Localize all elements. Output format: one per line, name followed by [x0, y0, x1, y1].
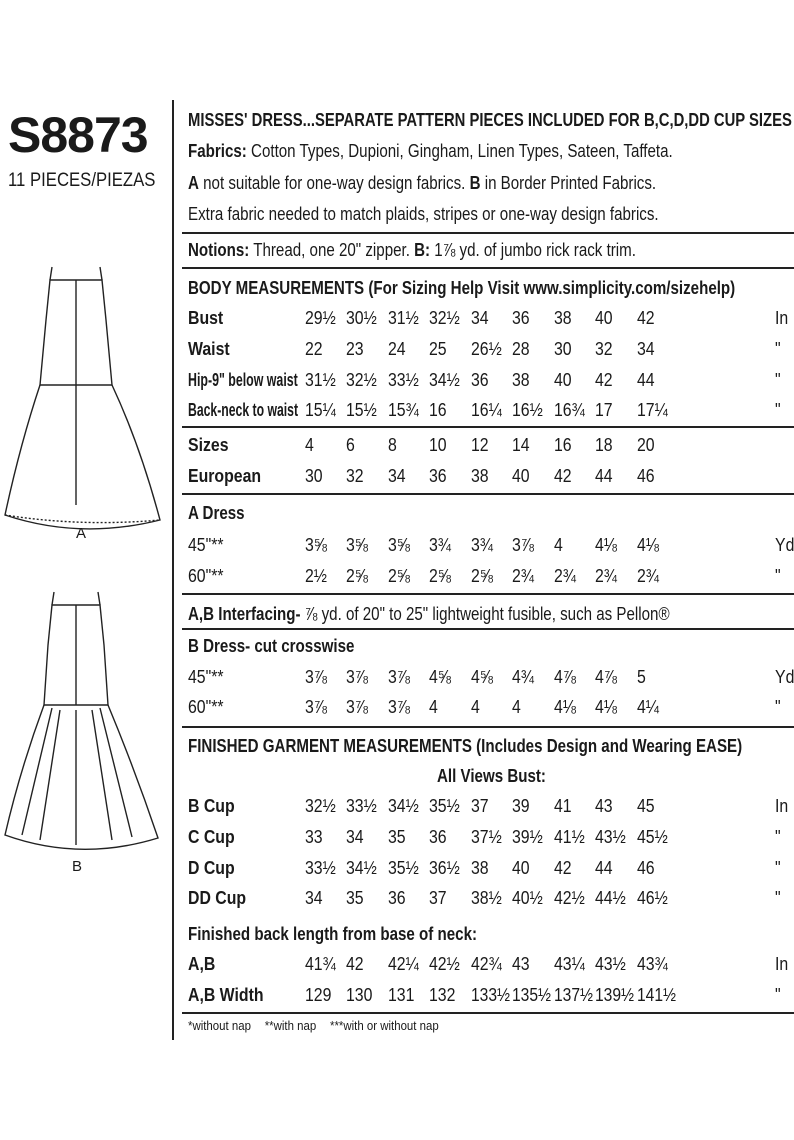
cell-value: 38 — [471, 466, 489, 486]
cell-value: 34½ — [429, 370, 460, 390]
row-label: 45"** — [188, 667, 224, 687]
cell-value: 22 — [305, 339, 323, 359]
cell-value: 32½ — [429, 308, 460, 328]
cell-value: 38½ — [471, 888, 502, 908]
cell-value: 4⅛ — [595, 697, 618, 717]
row-label: Back-neck to waist — [188, 400, 299, 420]
view-b-ref: B — [469, 173, 481, 193]
cell-value: 41¾ — [305, 954, 336, 974]
cell-value: 42½ — [554, 888, 585, 908]
cell-value: 34 — [346, 827, 364, 847]
cell-value: 16¾ — [554, 400, 585, 420]
footnotes — [188, 1018, 449, 1033]
cell-value: 129 — [305, 985, 332, 1005]
cell-value: 32½ — [346, 370, 377, 390]
cell-value: 2⅝ — [388, 566, 411, 586]
cell-value: 130 — [346, 985, 373, 1005]
cell-value: 20 — [637, 435, 655, 455]
row-label: D Cup — [188, 858, 235, 878]
cell-value: 40 — [554, 370, 572, 390]
cell-value: 43 — [512, 954, 530, 974]
unit-label: In — [775, 308, 789, 328]
cell-value: 4⅞ — [595, 667, 618, 687]
cell-value: 35½ — [429, 796, 460, 816]
fabric-note-line — [188, 173, 656, 194]
cell-value: 3⅞ — [346, 667, 369, 687]
cell-value: 17¼ — [637, 400, 668, 420]
cell-value: 2¾ — [512, 566, 535, 586]
cell-value: 34 — [471, 308, 489, 328]
cell-value: 46½ — [637, 888, 668, 908]
cell-value: 45 — [637, 796, 655, 816]
unit-label: " — [775, 827, 781, 847]
extra-fabric-note: Extra fabric needed to match plaids, stripes or one-way design fabrics. — [188, 204, 659, 224]
cell-value: 2⅝ — [471, 566, 494, 586]
cell-value: 2⅝ — [429, 566, 452, 586]
unit-label: Yd — [775, 535, 794, 555]
interfacing-line — [188, 604, 670, 625]
body-measurements-title: BODY MEASUREMENTS (For Sizing Help Visit www.simplicity.com/sizehelp) — [188, 278, 736, 298]
row-label: A,B Width — [188, 985, 264, 1005]
table-row — [188, 308, 794, 332]
cell-value: 30 — [554, 339, 572, 359]
cell-value: 4⅝ — [429, 667, 452, 687]
row-label: European — [188, 466, 262, 486]
table-row — [188, 339, 794, 363]
row-label: B Cup — [188, 796, 235, 816]
cell-value: 137½ — [554, 985, 594, 1005]
row-label: C Cup — [188, 827, 235, 847]
cell-value: 132 — [429, 985, 456, 1005]
divider — [182, 426, 794, 428]
b-dress-title: B Dress- cut crosswise — [188, 636, 355, 656]
divider — [182, 1012, 794, 1014]
cell-value: 16 — [554, 435, 572, 455]
cell-value: 15¼ — [305, 400, 336, 420]
cell-value: 10 — [429, 435, 447, 455]
cell-value: 36 — [429, 827, 447, 847]
divider — [182, 726, 794, 728]
cell-value: 34 — [305, 888, 323, 908]
cell-value: 40 — [512, 858, 530, 878]
unit-label: " — [775, 888, 781, 908]
row-label: Bust — [188, 308, 224, 328]
pattern-title: MISSES' DRESS...SEPARATE PATTERN PIECES INCLUDED FOR B,C,D,DD CUP SIZES — [188, 110, 792, 130]
cell-value: 44 — [595, 858, 613, 878]
cell-value: 3⅞ — [346, 697, 369, 717]
cell-value: 45½ — [637, 827, 668, 847]
cell-value: 23 — [346, 339, 364, 359]
interfacing-label: A,B Interfacing- — [188, 604, 301, 624]
cell-value: 42¾ — [471, 954, 502, 974]
cell-value: 42 — [595, 370, 613, 390]
notions-b-ref: B: — [414, 240, 431, 260]
table-row — [188, 954, 794, 978]
table-row — [188, 796, 794, 820]
cell-value: 4 — [471, 697, 480, 717]
cell-value: 2½ — [305, 566, 328, 586]
dress-a-illustration — [5, 267, 160, 529]
notions-text: Thread, one 20" zipper. — [253, 240, 410, 260]
cell-value: 3⅞ — [388, 667, 411, 687]
row-label: Waist — [188, 339, 230, 359]
interfacing-text: ⅞ yd. of 20" to 25" lightweight fusible, such as Pellon® — [304, 604, 670, 624]
cell-value: 14 — [512, 435, 530, 455]
table-row — [188, 535, 794, 559]
cell-value: 34 — [637, 339, 655, 359]
table-row — [188, 466, 794, 490]
unit-label: In — [775, 796, 789, 816]
row-label: A,B — [188, 954, 216, 974]
unit-label: " — [775, 858, 781, 878]
cell-value: 32½ — [305, 796, 336, 816]
table-row — [188, 435, 794, 459]
cell-value: 36 — [512, 308, 530, 328]
cell-value: 43½ — [595, 954, 626, 974]
view-a-label: A — [76, 525, 87, 542]
row-label: 45"** — [188, 535, 224, 555]
cell-value: 36 — [429, 466, 447, 486]
cell-value: 2⅝ — [346, 566, 369, 586]
cell-value: 33 — [305, 827, 323, 847]
fabrics-text: Cotton Types, Dupioni, Gingham, Linen Types, Sateen, Taffeta. — [251, 141, 673, 161]
cell-value: 30 — [305, 466, 323, 486]
cell-value: 43½ — [595, 827, 626, 847]
cell-value: 2¾ — [554, 566, 577, 586]
cell-value: 15¾ — [388, 400, 419, 420]
cell-value: 34½ — [388, 796, 419, 816]
notions-label: Notions: — [188, 240, 250, 260]
cell-value: 3⅞ — [305, 667, 328, 687]
cell-value: 28 — [512, 339, 530, 359]
table-row — [188, 697, 794, 721]
cell-value: 46 — [637, 466, 655, 486]
cell-value: 37½ — [471, 827, 502, 847]
pieces-count: 11 PIECES/PIEZAS — [8, 170, 156, 191]
cell-value: 17 — [595, 400, 613, 420]
cell-value: 43 — [595, 796, 613, 816]
cell-value: 29½ — [305, 308, 336, 328]
cell-value: 39 — [512, 796, 530, 816]
footnote: ***with or without nap — [329, 1018, 439, 1033]
cell-value: 3⅝ — [305, 535, 328, 555]
all-views-bust-subtitle: All Views Bust: — [437, 766, 546, 786]
table-row — [188, 400, 794, 424]
cell-value: 36 — [388, 888, 406, 908]
a-dress-title: A Dress — [188, 503, 245, 523]
row-label: DD Cup — [188, 888, 247, 908]
unit-label: " — [775, 370, 781, 390]
cell-value: 24 — [388, 339, 406, 359]
cell-value: 32 — [346, 466, 364, 486]
row-label: 60"** — [188, 697, 224, 717]
table-row — [188, 858, 794, 882]
cell-value: 42 — [554, 466, 572, 486]
cell-value: 16 — [429, 400, 447, 420]
cell-value: 4⅛ — [637, 535, 660, 555]
cell-value: 5 — [637, 667, 646, 687]
cell-value: 26½ — [471, 339, 502, 359]
cell-value: 16½ — [512, 400, 543, 420]
divider — [182, 493, 794, 495]
note-a: not suitable for one-way design fabrics. — [203, 173, 466, 193]
column-divider — [172, 100, 174, 1040]
cell-value: 12 — [471, 435, 489, 455]
cell-value: 36½ — [429, 858, 460, 878]
table-row — [188, 566, 794, 590]
cell-value: 42 — [637, 308, 655, 328]
divider — [182, 267, 794, 269]
cell-value: 133½ — [471, 985, 511, 1005]
cell-value: 32 — [595, 339, 613, 359]
cell-value: 3⅝ — [346, 535, 369, 555]
dress-illustrations — [0, 265, 170, 865]
cell-value: 3⅞ — [305, 697, 328, 717]
view-b-label: B — [72, 858, 83, 875]
cell-value: 4⅛ — [554, 697, 577, 717]
cell-value: 42¼ — [388, 954, 419, 974]
divider — [182, 593, 794, 595]
cell-value: 42½ — [429, 954, 460, 974]
cell-value: 3¾ — [471, 535, 494, 555]
cell-value: 44 — [637, 370, 655, 390]
cell-value: 39½ — [512, 827, 543, 847]
cell-value: 25 — [429, 339, 447, 359]
cell-value: 38 — [471, 858, 489, 878]
unit-label: " — [775, 339, 781, 359]
unit-label: " — [775, 697, 781, 717]
cell-value: 4⅞ — [554, 667, 577, 687]
cell-value: 31½ — [305, 370, 336, 390]
cell-value: 3⅞ — [388, 697, 411, 717]
cell-value: 43¾ — [637, 954, 668, 974]
cell-value: 41½ — [554, 827, 585, 847]
cell-value: 18 — [595, 435, 613, 455]
cell-value: 42 — [554, 858, 572, 878]
cell-value: 15½ — [346, 400, 377, 420]
unit-label: " — [775, 985, 781, 1005]
cell-value: 46 — [637, 858, 655, 878]
cell-value: 42 — [346, 954, 364, 974]
cell-value: 40½ — [512, 888, 543, 908]
cell-value: 35½ — [388, 858, 419, 878]
unit-label: " — [775, 400, 781, 420]
note-b: in Border Printed Fabrics. — [484, 173, 657, 193]
cell-value: 43¼ — [554, 954, 585, 974]
table-row — [188, 888, 794, 912]
cell-value: 35 — [346, 888, 364, 908]
pattern-code: S8873 — [8, 107, 148, 163]
cell-value: 16¼ — [471, 400, 502, 420]
footnote: *without nap — [188, 1018, 251, 1033]
table-row — [188, 985, 794, 1009]
cell-value: 4 — [554, 535, 563, 555]
row-label: Hip-9" below waist — [188, 370, 298, 390]
cell-value: 4 — [305, 435, 314, 455]
cell-value: 41 — [554, 796, 572, 816]
cell-value: 38 — [512, 370, 530, 390]
cell-value: 30½ — [346, 308, 377, 328]
cell-value: 44½ — [595, 888, 626, 908]
cell-value: 44 — [595, 466, 613, 486]
unit-label: In — [775, 954, 789, 974]
row-label: 60"** — [188, 566, 224, 586]
cell-value: 33½ — [388, 370, 419, 390]
cell-value: 37 — [429, 888, 447, 908]
cell-value: 3¾ — [429, 535, 452, 555]
footnote: **with nap — [264, 1018, 317, 1033]
unit-label: Yd — [775, 667, 794, 687]
cell-value: 4 — [429, 697, 438, 717]
row-label: Sizes — [188, 435, 229, 455]
cell-value: 4⅛ — [595, 535, 618, 555]
dress-b-illustration — [5, 592, 158, 849]
cell-value: 135½ — [512, 985, 552, 1005]
table-row — [188, 667, 794, 691]
cell-value: 141½ — [637, 985, 677, 1005]
notions-line — [188, 240, 636, 261]
cell-value: 36 — [471, 370, 489, 390]
cell-value: 35 — [388, 827, 406, 847]
finished-measurements-title: FINISHED GARMENT MEASUREMENTS (Includes Design and Wearing EASE) — [188, 736, 743, 756]
cell-value: 131 — [388, 985, 415, 1005]
cell-value: 4 — [512, 697, 521, 717]
cell-value: 139½ — [595, 985, 635, 1005]
table-row — [188, 370, 794, 394]
cell-value: 37 — [471, 796, 489, 816]
cell-value: 6 — [346, 435, 355, 455]
cell-value: 3⅞ — [512, 535, 535, 555]
cell-value: 31½ — [388, 308, 419, 328]
cell-value: 4¼ — [637, 697, 660, 717]
cell-value: 34 — [388, 466, 406, 486]
table-row — [188, 827, 794, 851]
cell-value: 4¾ — [512, 667, 535, 687]
cell-value: 40 — [595, 308, 613, 328]
cell-value: 34½ — [346, 858, 377, 878]
cell-value: 4⅝ — [471, 667, 494, 687]
cell-value: 38 — [554, 308, 572, 328]
cell-value: 2¾ — [595, 566, 618, 586]
cell-value: 2¾ — [637, 566, 660, 586]
fabrics-label: Fabrics: — [188, 141, 247, 161]
fabrics-line — [188, 141, 673, 162]
cell-value: 33½ — [305, 858, 336, 878]
notions-b-text: 1⅞ yd. of jumbo rick rack trim. — [434, 240, 636, 260]
cell-value: 3⅝ — [388, 535, 411, 555]
finished-length-title: Finished back length from base of neck: — [188, 924, 478, 944]
cell-value: 8 — [388, 435, 397, 455]
divider — [182, 628, 794, 630]
divider — [182, 232, 794, 234]
cell-value: 33½ — [346, 796, 377, 816]
unit-label: " — [775, 566, 781, 586]
cell-value: 40 — [512, 466, 530, 486]
view-a-ref: A — [188, 173, 199, 193]
